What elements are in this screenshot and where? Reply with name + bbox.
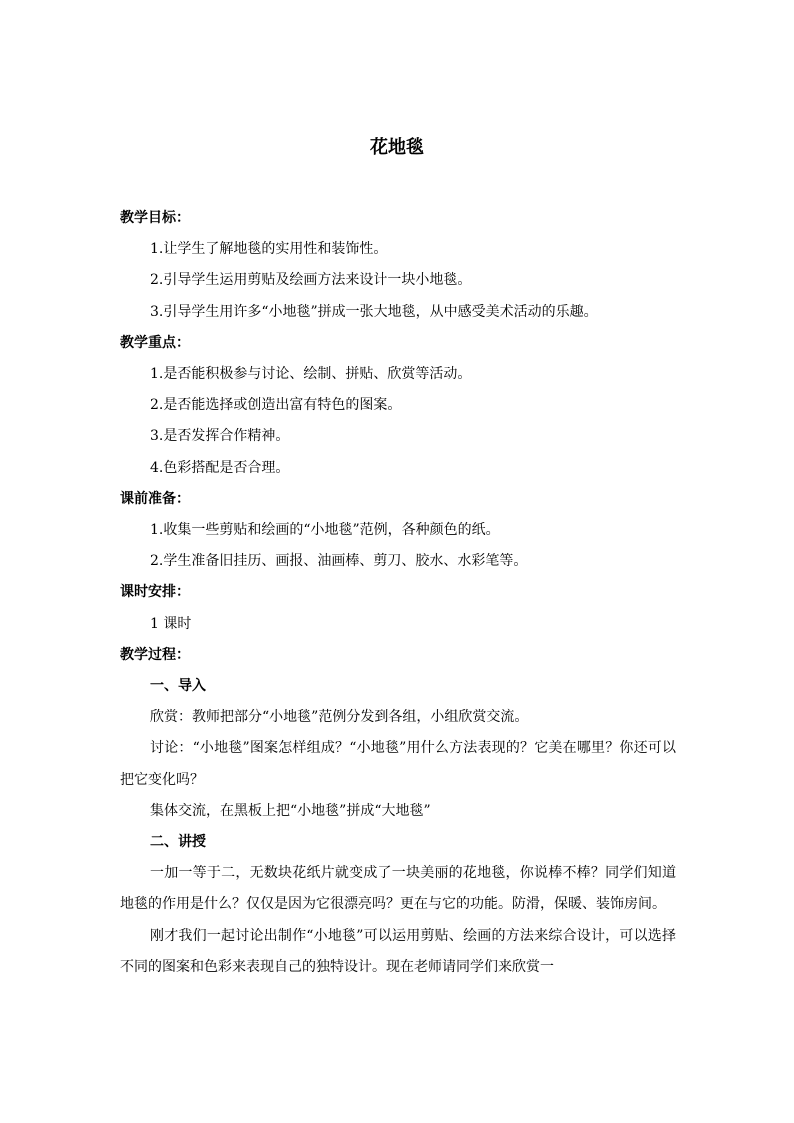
schedule-text: 1 课时 [150,615,192,632]
section-heading-process: 教学过程： [120,646,190,663]
section-heading-schedule: 课时安排： [120,584,190,601]
section-heading-key-points: 教学重点： [120,334,190,351]
preparation-item-2: 2.学生准备旧挂历、画报、油画棒、剪刀、胶水、水彩笔等。 [150,553,528,570]
subheading-lecture: 二、讲授 [150,834,206,851]
key-point-item-1: 1.是否能积极参与讨论、绘制、拼贴、欣赏等活动。 [150,366,472,383]
page-title: 花地毯 [370,137,424,158]
intro-paragraph-1: 欣赏：教师把部分“小地毯”范例分发到各组，小组欣赏交流。 [150,709,529,726]
lecture-paragraph-1: 一加一等于二，无数块花纸片就变成了一块美丽的花地毯，你说棒不棒？同学们知道地毯的作用是什么？仅仅是因为它很漂亮吗？更在与它的功能。防滑，保暖、装饰房间。 [120,865,676,913]
intro-paragraph-3: 集体交流，在黑板上把“小地毯”拼成“大地毯” [150,802,431,819]
section-heading-preparation: 课前准备： [120,490,190,507]
intro-paragraph-2: 讨论：“小地毯”图案怎样组成？“小地毯”用什么方法表现的？它美在哪里？你还可以把它变化吗？ [120,740,676,788]
lecture-paragraph-2: 刚才我们一起讨论出制作“小地毯”可以运用剪贴、绘画的方法来综合设计，可以选择不同的图案和色彩来表现自己的独特设计。现在老师请同学们来欣赏一 [120,927,676,975]
goal-item-2: 2.引导学生运用剪贴及绘画方法来设计一块小地毯。 [150,272,472,289]
subheading-intro: 一、导入 [150,678,206,695]
preparation-item-1: 1.收集一些剪贴和绘画的“小地毯”范例，各种颜色的纸。 [150,522,500,539]
key-point-item-3: 3.是否发挥合作精神。 [150,428,290,445]
key-point-item-4: 4.色彩搭配是否合理。 [150,459,290,476]
goal-item-1: 1.让学生了解地毯的实用性和装饰性。 [150,241,388,258]
section-heading-goals: 教学目标： [120,210,190,226]
goal-item-3: 3.引导学生用许多“小地毯”拼成一张大地毯，从中感受美术活动的乐趣。 [150,303,598,320]
document-body [120,203,676,983]
key-point-item-2: 2.是否能选择或创造出富有特色的图案。 [150,397,402,414]
